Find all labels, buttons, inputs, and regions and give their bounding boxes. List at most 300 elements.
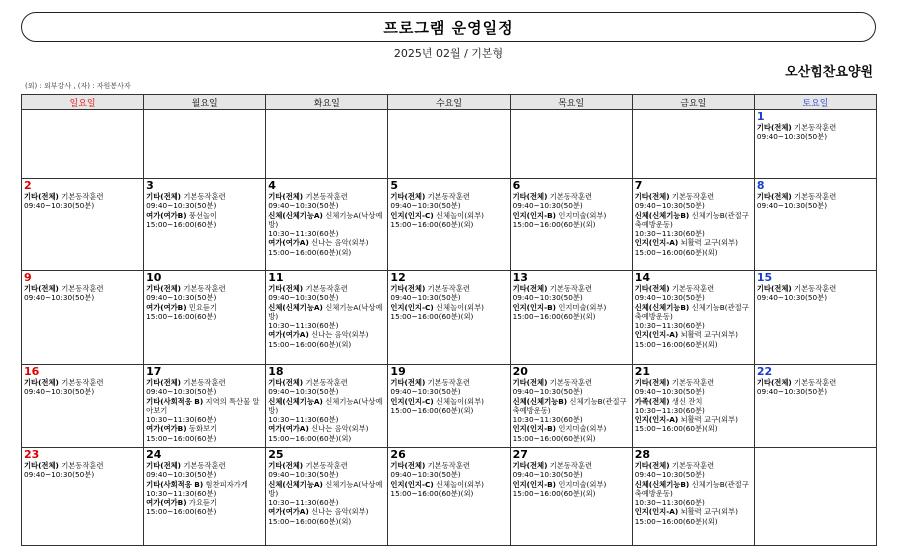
program-time: 09:40~10:30(50분) [390, 293, 461, 303]
program-entry [513, 397, 630, 416]
program-time: 09:40~10:30(50분) [634, 387, 705, 397]
program-time: 15:00~16:00(60분) [146, 433, 217, 443]
program-name: 신체기능B(관절구축예방운동) [634, 210, 749, 229]
program-time: 15:00~16:00(60분) [146, 219, 217, 229]
program-time: 09:40~10:30(50분) [146, 387, 217, 397]
calendar-table [21, 94, 877, 546]
program-category: 기타(전체) [390, 192, 426, 201]
program-time: 15:00~16:00(60분)(외) [268, 247, 352, 257]
program-entry [268, 238, 385, 247]
program-category: 기타(전체) [24, 378, 59, 387]
program-time: 09:40~10:30(50분) [512, 293, 583, 303]
program-time: 10:30~11:30(60분) [146, 488, 217, 498]
program-time: 09:40~10:30(50분) [512, 387, 583, 397]
day-cell [266, 179, 388, 271]
program-entry [268, 397, 385, 416]
program-entry [513, 424, 630, 433]
day-cell [144, 179, 266, 271]
program-time: 09:40~10:30(50분) [756, 387, 828, 397]
program-name: 신체기능A(낙상예방) [268, 210, 383, 229]
day-number: 17 [146, 365, 162, 378]
program-time: 15:00~16:00(60분)(외) [390, 311, 474, 321]
organization-name: 오산힘찬요양원 [785, 65, 873, 80]
program-time: 10:30~11:30(60분) [512, 415, 583, 425]
program-time: 09:40~10:30(50분) [24, 293, 95, 303]
page-subtitle: 2025년 02월 / 기본형 [393, 47, 504, 60]
day-cell [632, 110, 754, 179]
program-entry [24, 192, 141, 201]
program-entry [635, 480, 752, 499]
program-entry [635, 378, 752, 387]
day-number: 3 [146, 179, 154, 192]
day-cell [22, 271, 144, 365]
program-time: 09:40~10:30(50분) [146, 470, 217, 480]
program-time: 15:00~16:00(60분)(외) [390, 488, 474, 498]
program-entry [146, 284, 263, 293]
day-number: 21 [634, 365, 651, 378]
program-name: 인지미술(외부) [558, 210, 607, 220]
program-time: 09:40~10:30(50분) [268, 293, 339, 303]
day-number: 11 [268, 271, 284, 284]
program-time: 15:00~16:00(60분)(외) [268, 516, 352, 526]
program-time: 15:00~16:00(60분)(외) [268, 433, 352, 443]
program-category: 기타(전체) [634, 461, 670, 470]
program-entry [146, 480, 263, 489]
program-name: 인지미술(외부) [558, 424, 607, 434]
day-cell [266, 110, 388, 179]
program-time: 09:40~10:30(50분) [756, 201, 828, 211]
program-entry [268, 378, 385, 387]
week-row [22, 179, 877, 271]
weekday-header-row [22, 95, 877, 110]
program-name: 신나는 음악(외부) [311, 424, 369, 434]
program-category: 기타(전체) [634, 378, 670, 387]
day-cell [22, 448, 144, 546]
program-time: 09:40~10:30(50분) [634, 470, 705, 480]
program-time: 09:40~10:30(50분) [512, 201, 583, 211]
program-entry [390, 378, 507, 387]
program-time: 15:00~16:00(60분) [146, 507, 217, 517]
day-number: 23 [24, 448, 40, 461]
program-entry [268, 330, 385, 339]
program-entry [635, 415, 752, 424]
program-category: 여가(여가B) [146, 302, 187, 312]
program-time: 10:30~11:30(60분) [634, 405, 705, 415]
program-category: 기타(전체) [24, 461, 59, 470]
program-name: 신체기능B(관절구축예방운동) [512, 396, 627, 415]
program-category: 기타(전체) [268, 461, 304, 470]
day-cell [754, 110, 876, 179]
program-entry [146, 461, 263, 470]
program-name: 신체놀이(외부) [436, 396, 484, 406]
program-name: 민요듣기 [188, 302, 218, 312]
day-number: 18 [268, 365, 284, 378]
day-cell [754, 448, 876, 546]
day-cell [22, 110, 144, 179]
program-time: 10:30~11:30(60분) [634, 321, 705, 331]
week-row [22, 448, 877, 546]
program-category: 기타(전체) [268, 192, 304, 201]
day-number: 2 [24, 179, 32, 192]
program-entry [635, 330, 752, 339]
program-name: 뇌활력 교구(외부) [680, 238, 738, 248]
program-time: 09:40~10:30(50분) [390, 470, 461, 480]
program-category: 기타(전체) [146, 192, 182, 201]
day-number: 5 [390, 179, 399, 192]
day-cell [510, 179, 632, 271]
week-row [22, 271, 877, 365]
program-category: 여가(여가A) [268, 424, 309, 434]
program-time: 15:00~16:00(60분)(외) [390, 219, 474, 229]
program-name: 동화보기 [188, 424, 218, 434]
program-entry [390, 211, 507, 220]
program-name: 인지미술(외부) [558, 302, 607, 312]
program-category: 여가(여가A) [268, 330, 309, 340]
program-category: 기타(사회적응 B) [146, 396, 204, 406]
day-number: 27 [512, 448, 528, 461]
program-time: 09:40~10:30(50분) [390, 201, 461, 211]
program-name: 기본동작훈련 [305, 192, 348, 201]
program-category: 기타(전체) [756, 192, 792, 201]
program-time: 09:40~10:30(50분) [634, 201, 705, 211]
day-cell [510, 448, 632, 546]
program-entry [24, 461, 141, 470]
program-entry [513, 378, 630, 387]
program-name: 풍선놀이 [188, 210, 218, 220]
program-entry [513, 480, 630, 489]
program-entry [268, 284, 385, 293]
program-entry [513, 211, 630, 220]
title-box [21, 12, 876, 42]
program-time: 10:30~11:30(60분) [634, 229, 705, 239]
program-entry [635, 284, 752, 293]
weekday-header: 화요일 [266, 95, 388, 110]
program-category: 인지(인지-B) [512, 424, 557, 434]
program-entry [390, 192, 507, 201]
program-entry [513, 303, 630, 312]
program-category: 기타(전체) [756, 378, 792, 387]
weekday-header: 수요일 [388, 95, 510, 110]
program-category: 신체(신체기능B) [634, 479, 690, 489]
week-row [22, 365, 877, 448]
program-category: 여가(여가B) [146, 424, 187, 434]
day-cell [144, 110, 266, 179]
program-category: 신체(신체기능A) [268, 210, 323, 220]
program-category: 기타(전체) [146, 461, 182, 470]
program-entry [146, 192, 263, 201]
program-entry [635, 397, 752, 406]
program-category: 인지(인지-A) [634, 415, 679, 425]
program-time: 10:30~11:30(60분) [634, 498, 705, 508]
program-time: 15:00~16:00(60분)(외) [268, 339, 352, 349]
program-entry [757, 192, 874, 201]
program-name: 신체기능A(낙상예방) [268, 479, 383, 498]
program-entry [268, 424, 385, 433]
program-time: 15:00~16:00(60분) [146, 311, 217, 321]
program-category: 기타(전체) [756, 284, 792, 293]
day-number: 25 [268, 448, 284, 461]
program-entry [146, 498, 263, 507]
day-cell [22, 179, 144, 271]
day-number: 8 [756, 179, 765, 192]
weekday-header: 일요일 [22, 95, 144, 110]
program-entry [513, 461, 630, 470]
day-cell [754, 271, 876, 365]
program-category: 여가(여가B) [146, 498, 187, 508]
weekday-header: 토요일 [754, 95, 876, 110]
program-category: 인지(인지-C) [390, 210, 434, 220]
program-name: 뇌활력 교구(외부) [680, 415, 738, 425]
program-name: 기본동작훈련 [549, 192, 593, 201]
program-category: 인지(인지-C) [390, 396, 434, 406]
program-time: 10:30~11:30(60분) [268, 321, 339, 331]
day-number: 1 [756, 110, 765, 123]
program-name: 기본동작훈련 [427, 284, 470, 293]
program-entry [635, 211, 752, 230]
program-entry [268, 480, 385, 499]
day-cell [388, 179, 510, 271]
program-name: 신체놀이(외부) [436, 210, 484, 220]
day-number: 10 [146, 271, 162, 284]
program-entry [24, 284, 141, 293]
program-time: 09:40~10:30(50분) [268, 387, 339, 397]
program-category: 인지(인지-B) [512, 210, 557, 220]
day-number: 28 [634, 448, 651, 461]
program-time: 09:40~10:30(50분) [24, 201, 95, 211]
day-number: 24 [146, 448, 162, 461]
program-entry [635, 507, 752, 516]
program-time: 15:00~16:00(60분)(외) [512, 219, 596, 229]
program-category: 여가(여가A) [268, 507, 309, 517]
program-name: 기본동작훈련 [427, 461, 470, 470]
program-name: 기본동작훈련 [183, 192, 226, 201]
program-category: 기타(전체) [390, 284, 426, 293]
program-name: 기본동작훈련 [671, 378, 715, 387]
program-category: 신체(신체기능A) [268, 302, 323, 312]
day-number: 20 [512, 365, 528, 378]
day-cell [144, 365, 266, 448]
day-number: 6 [512, 179, 521, 192]
program-name: 뇌활력 교구(외부) [680, 330, 738, 340]
program-entry [390, 480, 507, 489]
program-name: 신체놀이(외부) [436, 302, 484, 312]
program-time: 09:40~10:30(50분) [634, 293, 705, 303]
program-name: 기본동작훈련 [183, 461, 226, 470]
day-cell [144, 448, 266, 546]
program-name: 기본동작훈련 [427, 378, 470, 387]
program-name: 신체기능B(관절구축예방운동) [634, 302, 749, 321]
program-time: 09:40~10:30(50분) [756, 293, 828, 303]
week-row [22, 110, 877, 179]
program-name: 기본동작훈련 [549, 284, 593, 293]
program-time: 09:40~10:30(50분) [756, 132, 828, 142]
program-entry [635, 192, 752, 201]
program-entry [268, 211, 385, 230]
program-time: 09:40~10:30(50분) [512, 470, 583, 480]
program-name: 가요듣기 [188, 498, 218, 508]
program-time: 09:40~10:30(50분) [146, 293, 217, 303]
day-number: 7 [634, 179, 643, 192]
program-category: 기타(전체) [146, 378, 182, 387]
program-category: 기타(전체) [24, 284, 59, 293]
program-time: 15:00~16:00(60분)(외) [512, 488, 596, 498]
day-number: 4 [268, 179, 276, 192]
program-entry [390, 284, 507, 293]
program-time: 15:00~16:00(60분)(외) [634, 339, 718, 349]
day-number: 15 [756, 271, 773, 284]
program-time: 09:40~10:30(50분) [268, 470, 339, 480]
program-name: 신나는 음악(외부) [311, 330, 369, 340]
program-category: 기타(전체) [24, 192, 59, 201]
program-entry [146, 397, 263, 416]
page-title: 프로그램 운영일정 [383, 18, 514, 37]
program-category: 신체(신체기능B) [634, 302, 690, 312]
legend-note: (외) : 외부강사 , (자) : 자원봉사자 [25, 82, 131, 90]
program-category: 기타(전체) [512, 461, 548, 470]
program-category: 인지(인지-A) [634, 330, 679, 340]
program-time: 09:40~10:30(50분) [24, 470, 95, 480]
program-entry [146, 424, 263, 433]
program-name: 기본동작훈련 [183, 378, 226, 387]
day-cell [388, 365, 510, 448]
program-entry [24, 378, 141, 387]
program-category: 기타(전체) [634, 192, 670, 201]
program-category: 인지(인지-A) [634, 238, 679, 248]
program-name: 기본동작훈련 [794, 123, 837, 132]
program-name: 힘찬피자가게 [205, 479, 248, 489]
program-category: 기타(전체) [268, 284, 304, 293]
day-cell [388, 271, 510, 365]
weekday-header: 월요일 [144, 95, 266, 110]
program-entry [513, 284, 630, 293]
program-time: 10:30~11:30(60분) [268, 229, 339, 239]
program-category: 인지(인지-B) [512, 302, 557, 312]
program-name: 지역의 특산물 알아보기 [146, 396, 260, 415]
program-name: 기본동작훈련 [305, 461, 348, 470]
program-name: 기본동작훈련 [671, 284, 715, 293]
program-time: 15:00~16:00(60분)(외) [634, 424, 718, 434]
program-category: 기타(전체) [390, 378, 426, 387]
program-category: 신체(신체기능A) [268, 479, 323, 489]
day-cell [388, 110, 510, 179]
program-time: 15:00~16:00(60분)(외) [634, 247, 718, 257]
program-name: 기본동작훈련 [183, 284, 226, 293]
program-entry [635, 303, 752, 322]
program-entry [268, 507, 385, 516]
program-category: 기타(전체) [634, 284, 670, 293]
program-name: 기본동작훈련 [305, 284, 348, 293]
program-name: 기본동작훈련 [794, 284, 837, 293]
program-category: 신체(신체기능B) [512, 396, 568, 406]
program-entry [390, 303, 507, 312]
program-time: 09:40~10:30(50분) [146, 201, 217, 211]
program-entry [757, 123, 874, 132]
program-name: 기본동작훈련 [549, 378, 593, 387]
program-time: 10:30~11:30(60분) [268, 498, 339, 508]
program-name: 신체기능B(관절구축예방운동) [634, 479, 749, 498]
program-category: 기타(전체) [146, 284, 182, 293]
day-cell [144, 271, 266, 365]
weekday-header: 목요일 [510, 95, 632, 110]
program-name: 기본동작훈련 [549, 461, 593, 470]
day-cell [632, 448, 754, 546]
program-time: 09:40~10:30(50분) [390, 387, 461, 397]
program-category: 신체(신체기능A) [268, 396, 323, 406]
day-cell [388, 448, 510, 546]
program-entry [268, 303, 385, 322]
program-name: 기본동작훈련 [61, 461, 104, 470]
program-category: 기타(전체) [390, 461, 426, 470]
program-entry [268, 192, 385, 201]
day-cell [266, 448, 388, 546]
day-number: 13 [512, 271, 528, 284]
program-entry [757, 378, 874, 387]
program-name: 신나는 음악(외부) [311, 238, 369, 248]
program-name: 신체기능A(낙상예방) [268, 302, 383, 321]
day-number: 12 [390, 271, 406, 284]
day-number: 16 [24, 365, 40, 378]
program-category: 인지(인지-B) [512, 479, 557, 489]
program-category: 기타(전체) [512, 378, 548, 387]
program-name: 신체기능A(낙상예방) [268, 396, 383, 415]
program-category: 기타(전체) [756, 123, 792, 132]
program-entry [268, 461, 385, 470]
program-category: 기타(사회적응 B) [146, 479, 204, 489]
program-category: 신체(신체기능B) [634, 210, 690, 220]
program-entry [146, 378, 263, 387]
program-name: 기본동작훈련 [671, 192, 715, 201]
program-name: 기본동작훈련 [671, 461, 715, 470]
day-number: 19 [390, 365, 406, 378]
program-category: 가족(전체) [634, 396, 670, 406]
program-name: 기본동작훈련 [61, 378, 104, 387]
day-cell [754, 365, 876, 448]
day-cell [632, 271, 754, 365]
program-time: 15:00~16:00(60분)(외) [634, 516, 718, 526]
program-name: 기본동작훈련 [61, 284, 104, 293]
program-entry [635, 461, 752, 470]
program-time: 15:00~16:00(60분)(외) [512, 311, 596, 321]
day-cell [266, 365, 388, 448]
program-category: 기타(전체) [512, 284, 548, 293]
day-cell [510, 365, 632, 448]
program-name: 인지미술(외부) [558, 479, 607, 489]
day-number: 26 [390, 448, 406, 461]
program-name: 기본동작훈련 [305, 378, 348, 387]
program-category: 여가(여가A) [268, 238, 309, 248]
program-name: 기본동작훈련 [794, 378, 837, 387]
program-entry [146, 211, 263, 220]
day-number: 22 [756, 365, 773, 378]
day-cell [754, 179, 876, 271]
day-cell [510, 271, 632, 365]
weekday-header: 금요일 [632, 95, 754, 110]
day-cell [510, 110, 632, 179]
program-entry [635, 238, 752, 247]
program-entry [146, 303, 263, 312]
program-name: 신나는 음악(외부) [311, 507, 369, 517]
day-cell [266, 271, 388, 365]
program-category: 기타(전체) [512, 192, 548, 201]
program-name: 신체놀이(외부) [436, 479, 484, 489]
program-time: 09:40~10:30(50분) [24, 387, 95, 397]
program-name: 뇌활력 교구(외부) [680, 507, 738, 517]
program-category: 기타(전체) [268, 378, 304, 387]
day-cell [632, 179, 754, 271]
day-number: 9 [24, 271, 32, 284]
day-cell [22, 365, 144, 448]
program-name: 생신 잔치 [671, 396, 703, 406]
